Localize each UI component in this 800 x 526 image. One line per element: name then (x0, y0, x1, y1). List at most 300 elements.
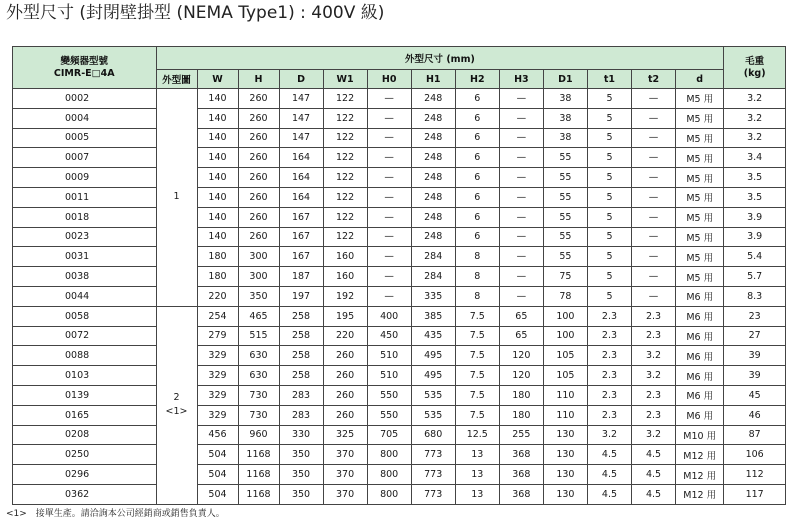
cell-h0: — (367, 267, 411, 287)
cell-h0: 800 (367, 465, 411, 485)
cell-h: 300 (238, 247, 279, 267)
cell-h: 1168 (238, 445, 279, 465)
table-row (13, 89, 786, 109)
column-header-t2: t2 (632, 70, 676, 89)
cell-h1: 248 (411, 187, 455, 207)
weight-cell: 106 (724, 445, 786, 465)
model-cell: 0044 (13, 286, 157, 306)
cell-h2: 13 (455, 465, 499, 485)
cell-t1: 2.3 (587, 405, 631, 425)
cell-t2: — (632, 148, 676, 168)
cell-h1: 535 (411, 405, 455, 425)
cell-h3: 120 (499, 366, 543, 386)
weight-header-line1: 毛重 (745, 55, 765, 67)
model-cell: 0103 (13, 366, 157, 386)
cell-d: 147 (279, 89, 323, 109)
cell-t1: 2.3 (587, 326, 631, 346)
cell-w1: 325 (323, 425, 367, 445)
cell-w1: 122 (323, 108, 367, 128)
table-row (13, 405, 786, 425)
cell-d: 258 (279, 366, 323, 386)
cell-h3: 120 (499, 346, 543, 366)
cell-h3: 180 (499, 405, 543, 425)
table-row (13, 445, 786, 465)
cell-h3: 368 (499, 465, 543, 485)
cell-h1: 248 (411, 148, 455, 168)
cell-d: M5 用 (676, 187, 724, 207)
cell-h0: 510 (367, 346, 411, 366)
cell-h1: 248 (411, 128, 455, 148)
cell-h0: 550 (367, 385, 411, 405)
cell-h: 260 (238, 187, 279, 207)
table-row (13, 207, 786, 227)
cell-t1: 4.5 (587, 465, 631, 485)
model-cell: 0250 (13, 445, 157, 465)
cell-h1: 680 (411, 425, 455, 445)
cell-d: M6 用 (676, 326, 724, 346)
cell-h2: 6 (455, 168, 499, 188)
cell-h3: — (499, 89, 543, 109)
model-cell: 0004 (13, 108, 157, 128)
cell-d: M12 用 (676, 445, 724, 465)
cell-w1: 122 (323, 187, 367, 207)
cell-h: 260 (238, 227, 279, 247)
cell-h3: — (499, 168, 543, 188)
cell-w: 456 (197, 425, 238, 445)
cell-d1: 38 (543, 128, 587, 148)
table-row (13, 286, 786, 306)
cell-w: 220 (197, 286, 238, 306)
weight-cell: 87 (724, 425, 786, 445)
cell-h3: — (499, 247, 543, 267)
cell-h0: — (367, 128, 411, 148)
cell-d1: 55 (543, 207, 587, 227)
cell-h2: 8 (455, 286, 499, 306)
model-header-line1: 變頻器型號 (60, 55, 108, 67)
model-cell: 0023 (13, 227, 157, 247)
weight-cell: 46 (724, 405, 786, 425)
model-header-line2: CIMR-E□4A (53, 67, 115, 79)
cell-d1: 38 (543, 89, 587, 109)
cell-t2: 2.3 (632, 385, 676, 405)
cell-t1: 5 (587, 168, 631, 188)
cell-d: M6 用 (676, 346, 724, 366)
weight-cell: 5.4 (724, 247, 786, 267)
cell-h3: — (499, 128, 543, 148)
cell-d: M12 用 (676, 465, 724, 485)
cell-w: 140 (197, 168, 238, 188)
cell-h3: 65 (499, 326, 543, 346)
cell-w1: 195 (323, 306, 367, 326)
cell-w1: 122 (323, 128, 367, 148)
cell-w: 254 (197, 306, 238, 326)
cell-d: 197 (279, 286, 323, 306)
cell-h2: 7.5 (455, 366, 499, 386)
cell-h: 260 (238, 108, 279, 128)
table-row (13, 148, 786, 168)
cell-w: 140 (197, 128, 238, 148)
cell-w: 329 (197, 346, 238, 366)
table-row (13, 326, 786, 346)
table-row (13, 425, 786, 445)
cell-d: M6 用 (676, 405, 724, 425)
cell-t2: — (632, 168, 676, 188)
cell-h: 1168 (238, 465, 279, 485)
cell-t2: — (632, 128, 676, 148)
cell-w1: 192 (323, 286, 367, 306)
cell-h: 260 (238, 148, 279, 168)
cell-h0: — (367, 168, 411, 188)
cell-w1: 122 (323, 227, 367, 247)
cell-d1: 78 (543, 286, 587, 306)
cell-d: 147 (279, 108, 323, 128)
cell-d: 147 (279, 128, 323, 148)
weight-column-header (724, 47, 786, 89)
cell-h3: — (499, 187, 543, 207)
weight-cell: 117 (724, 484, 786, 504)
column-header-h3: H3 (499, 70, 543, 89)
cell-d: M12 用 (676, 484, 724, 504)
cell-w1: 220 (323, 326, 367, 346)
table-row (13, 484, 786, 504)
model-cell: 0018 (13, 207, 157, 227)
cell-w: 504 (197, 465, 238, 485)
shape-cell (156, 306, 197, 504)
cell-d1: 130 (543, 465, 587, 485)
cell-d1: 105 (543, 366, 587, 386)
table-row (13, 168, 786, 188)
column-header-shape: 外型圖 (156, 70, 197, 89)
shape-cell (156, 89, 197, 307)
model-cell: 0009 (13, 168, 157, 188)
weight-cell: 3.9 (724, 227, 786, 247)
cell-h2: 6 (455, 148, 499, 168)
cell-w: 329 (197, 405, 238, 425)
cell-h: 630 (238, 346, 279, 366)
model-cell: 0072 (13, 326, 157, 346)
cell-t2: — (632, 89, 676, 109)
cell-w: 140 (197, 148, 238, 168)
cell-h1: 385 (411, 306, 455, 326)
weight-cell: 39 (724, 346, 786, 366)
cell-t1: 5 (587, 128, 631, 148)
cell-h2: 7.5 (455, 326, 499, 346)
cell-w: 180 (197, 267, 238, 287)
cell-w: 140 (197, 227, 238, 247)
cell-t1: 5 (587, 89, 631, 109)
cell-t1: 2.3 (587, 346, 631, 366)
weight-cell: 3.2 (724, 89, 786, 109)
cell-t1: 3.2 (587, 425, 631, 445)
cell-d1: 130 (543, 484, 587, 504)
cell-h: 515 (238, 326, 279, 346)
cell-h1: 773 (411, 465, 455, 485)
cell-h0: — (367, 207, 411, 227)
cell-h3: 180 (499, 385, 543, 405)
cell-d: M6 用 (676, 286, 724, 306)
cell-d1: 105 (543, 346, 587, 366)
cell-h3: 65 (499, 306, 543, 326)
cell-h: 630 (238, 366, 279, 386)
column-header-w1: W1 (323, 70, 367, 89)
weight-header-line2: (kg) (743, 67, 766, 79)
cell-w: 140 (197, 89, 238, 109)
cell-h2: 6 (455, 108, 499, 128)
cell-d: M5 用 (676, 89, 724, 109)
cell-h: 1168 (238, 484, 279, 504)
table-row (13, 267, 786, 287)
cell-h: 300 (238, 267, 279, 287)
cell-h2: 7.5 (455, 346, 499, 366)
cell-h2: 7.5 (455, 385, 499, 405)
cell-h3: 368 (499, 445, 543, 465)
cell-h0: — (367, 247, 411, 267)
cell-h0: — (367, 89, 411, 109)
cell-h3: — (499, 148, 543, 168)
column-header-h1: H1 (411, 70, 455, 89)
cell-h: 465 (238, 306, 279, 326)
cell-w: 140 (197, 207, 238, 227)
cell-h3: — (499, 108, 543, 128)
cell-h0: — (367, 148, 411, 168)
cell-h1: 284 (411, 267, 455, 287)
cell-d1: 75 (543, 267, 587, 287)
cell-h2: 8 (455, 267, 499, 287)
weight-cell: 39 (724, 366, 786, 386)
cell-d1: 55 (543, 148, 587, 168)
cell-t1: 4.5 (587, 445, 631, 465)
cell-h1: 495 (411, 366, 455, 386)
cell-t2: 2.3 (632, 326, 676, 346)
cell-h2: 12.5 (455, 425, 499, 445)
cell-h: 960 (238, 425, 279, 445)
cell-h0: 510 (367, 366, 411, 386)
weight-cell: 3.5 (724, 187, 786, 207)
cell-h1: 435 (411, 326, 455, 346)
model-cell: 0362 (13, 484, 157, 504)
cell-d: 187 (279, 267, 323, 287)
cell-h0: 800 (367, 445, 411, 465)
cell-d: 164 (279, 187, 323, 207)
cell-h2: 7.5 (455, 306, 499, 326)
model-cell: 0058 (13, 306, 157, 326)
cell-t1: 2.3 (587, 306, 631, 326)
weight-cell: 3.5 (724, 168, 786, 188)
weight-cell: 3.2 (724, 108, 786, 128)
weight-cell: 45 (724, 385, 786, 405)
cell-h2: 7.5 (455, 405, 499, 425)
cell-t2: 4.5 (632, 445, 676, 465)
cell-d: M5 用 (676, 108, 724, 128)
cell-d1: 55 (543, 227, 587, 247)
weight-cell: 27 (724, 326, 786, 346)
cell-t2: 3.2 (632, 366, 676, 386)
cell-h0: 800 (367, 484, 411, 504)
cell-w1: 160 (323, 267, 367, 287)
cell-t2: — (632, 187, 676, 207)
cell-d1: 130 (543, 425, 587, 445)
cell-t1: 5 (587, 227, 631, 247)
cell-d1: 130 (543, 445, 587, 465)
cell-h3: 255 (499, 425, 543, 445)
cell-h0: 450 (367, 326, 411, 346)
cell-w1: 370 (323, 484, 367, 504)
cell-d: M5 用 (676, 267, 724, 287)
column-header-w: W (197, 70, 238, 89)
cell-h1: 248 (411, 108, 455, 128)
cell-w: 180 (197, 247, 238, 267)
cell-d: M6 用 (676, 366, 724, 386)
cell-d: M5 用 (676, 227, 724, 247)
cell-t2: — (632, 267, 676, 287)
cell-w: 279 (197, 326, 238, 346)
cell-h2: 8 (455, 247, 499, 267)
cell-t2: — (632, 286, 676, 306)
footnote: <1> 接單生產。請洽詢本公司經銷商或銷售負責人。 (6, 509, 225, 519)
cell-h3: — (499, 267, 543, 287)
table-row (13, 306, 786, 326)
cell-d1: 38 (543, 108, 587, 128)
table-row (13, 247, 786, 267)
table-row (13, 385, 786, 405)
cell-d: M5 用 (676, 207, 724, 227)
cell-h1: 773 (411, 445, 455, 465)
cell-t2: 2.3 (632, 405, 676, 425)
column-header-h2: H2 (455, 70, 499, 89)
cell-w: 504 (197, 445, 238, 465)
cell-d1: 100 (543, 326, 587, 346)
cell-h1: 248 (411, 168, 455, 188)
cell-h1: 248 (411, 207, 455, 227)
column-header-t1: t1 (587, 70, 631, 89)
cell-h: 260 (238, 128, 279, 148)
cell-d: 350 (279, 484, 323, 504)
cell-w1: 122 (323, 89, 367, 109)
cell-t1: 5 (587, 286, 631, 306)
shape-label: 1 (173, 191, 180, 203)
column-header-h: H (238, 70, 279, 89)
cell-d: 164 (279, 168, 323, 188)
cell-d: 167 (279, 247, 323, 267)
cell-h0: 705 (367, 425, 411, 445)
table-row (13, 366, 786, 386)
cell-t2: — (632, 227, 676, 247)
cell-t2: 2.3 (632, 306, 676, 326)
cell-h2: 13 (455, 445, 499, 465)
model-cell: 0031 (13, 247, 157, 267)
cell-w1: 160 (323, 247, 367, 267)
cell-h1: 248 (411, 227, 455, 247)
weight-cell: 3.9 (724, 207, 786, 227)
cell-h1: 335 (411, 286, 455, 306)
model-cell: 0007 (13, 148, 157, 168)
model-cell: 0038 (13, 267, 157, 287)
cell-t2: — (632, 207, 676, 227)
cell-t2: 3.2 (632, 425, 676, 445)
cell-d: M5 用 (676, 148, 724, 168)
cell-t1: 5 (587, 148, 631, 168)
cell-h: 260 (238, 89, 279, 109)
cell-t2: 3.2 (632, 346, 676, 366)
cell-d: 167 (279, 207, 323, 227)
cell-h2: 6 (455, 207, 499, 227)
cell-d: 258 (279, 306, 323, 326)
cell-d: M5 用 (676, 168, 724, 188)
cell-h2: 6 (455, 89, 499, 109)
column-header-d: D (279, 70, 323, 89)
table-row (13, 465, 786, 485)
cell-t1: 5 (587, 247, 631, 267)
cell-w1: 260 (323, 346, 367, 366)
weight-cell: 23 (724, 306, 786, 326)
cell-h: 350 (238, 286, 279, 306)
cell-w1: 122 (323, 148, 367, 168)
cell-t2: 4.5 (632, 465, 676, 485)
cell-w: 329 (197, 385, 238, 405)
model-cell: 0088 (13, 346, 157, 366)
weight-cell: 3.4 (724, 148, 786, 168)
cell-h0: 550 (367, 405, 411, 425)
cell-w1: 260 (323, 385, 367, 405)
cell-d1: 55 (543, 187, 587, 207)
model-column-header (13, 47, 157, 89)
cell-d: 350 (279, 445, 323, 465)
cell-t2: — (632, 108, 676, 128)
cell-d: 283 (279, 385, 323, 405)
cell-d: 258 (279, 346, 323, 366)
cell-d1: 110 (543, 385, 587, 405)
cell-d: M5 用 (676, 247, 724, 267)
shape-label: 2 (173, 392, 180, 404)
cell-w1: 122 (323, 168, 367, 188)
cell-t1: 2.3 (587, 385, 631, 405)
table-row (13, 108, 786, 128)
cell-t1: 5 (587, 108, 631, 128)
cell-h0: 400 (367, 306, 411, 326)
cell-h1: 248 (411, 89, 455, 109)
cell-h1: 535 (411, 385, 455, 405)
cell-d: 258 (279, 326, 323, 346)
weight-cell: 112 (724, 465, 786, 485)
shape-label: <1> (165, 406, 188, 418)
model-cell: 0005 (13, 128, 157, 148)
cell-d1: 110 (543, 405, 587, 425)
cell-d: M5 用 (676, 128, 724, 148)
cell-d: 330 (279, 425, 323, 445)
cell-d1: 55 (543, 247, 587, 267)
page-title: 外型尺寸 (封閉壁掛型 (NEMA Type1) : 400V 級) (6, 3, 385, 23)
table-row (13, 128, 786, 148)
table-row (13, 227, 786, 247)
cell-h1: 773 (411, 484, 455, 504)
cell-d: 350 (279, 465, 323, 485)
dimensions-table (12, 46, 786, 505)
cell-h0: — (367, 187, 411, 207)
cell-w: 140 (197, 187, 238, 207)
weight-cell: 8.3 (724, 286, 786, 306)
cell-w1: 260 (323, 366, 367, 386)
model-cell: 0011 (13, 187, 157, 207)
cell-h3: 368 (499, 484, 543, 504)
weight-cell: 3.2 (724, 128, 786, 148)
weight-cell: 5.7 (724, 267, 786, 287)
cell-h0: — (367, 227, 411, 247)
cell-t1: 5 (587, 207, 631, 227)
model-cell: 0165 (13, 405, 157, 425)
cell-w1: 122 (323, 207, 367, 227)
cell-d1: 100 (543, 306, 587, 326)
cell-h2: 6 (455, 187, 499, 207)
